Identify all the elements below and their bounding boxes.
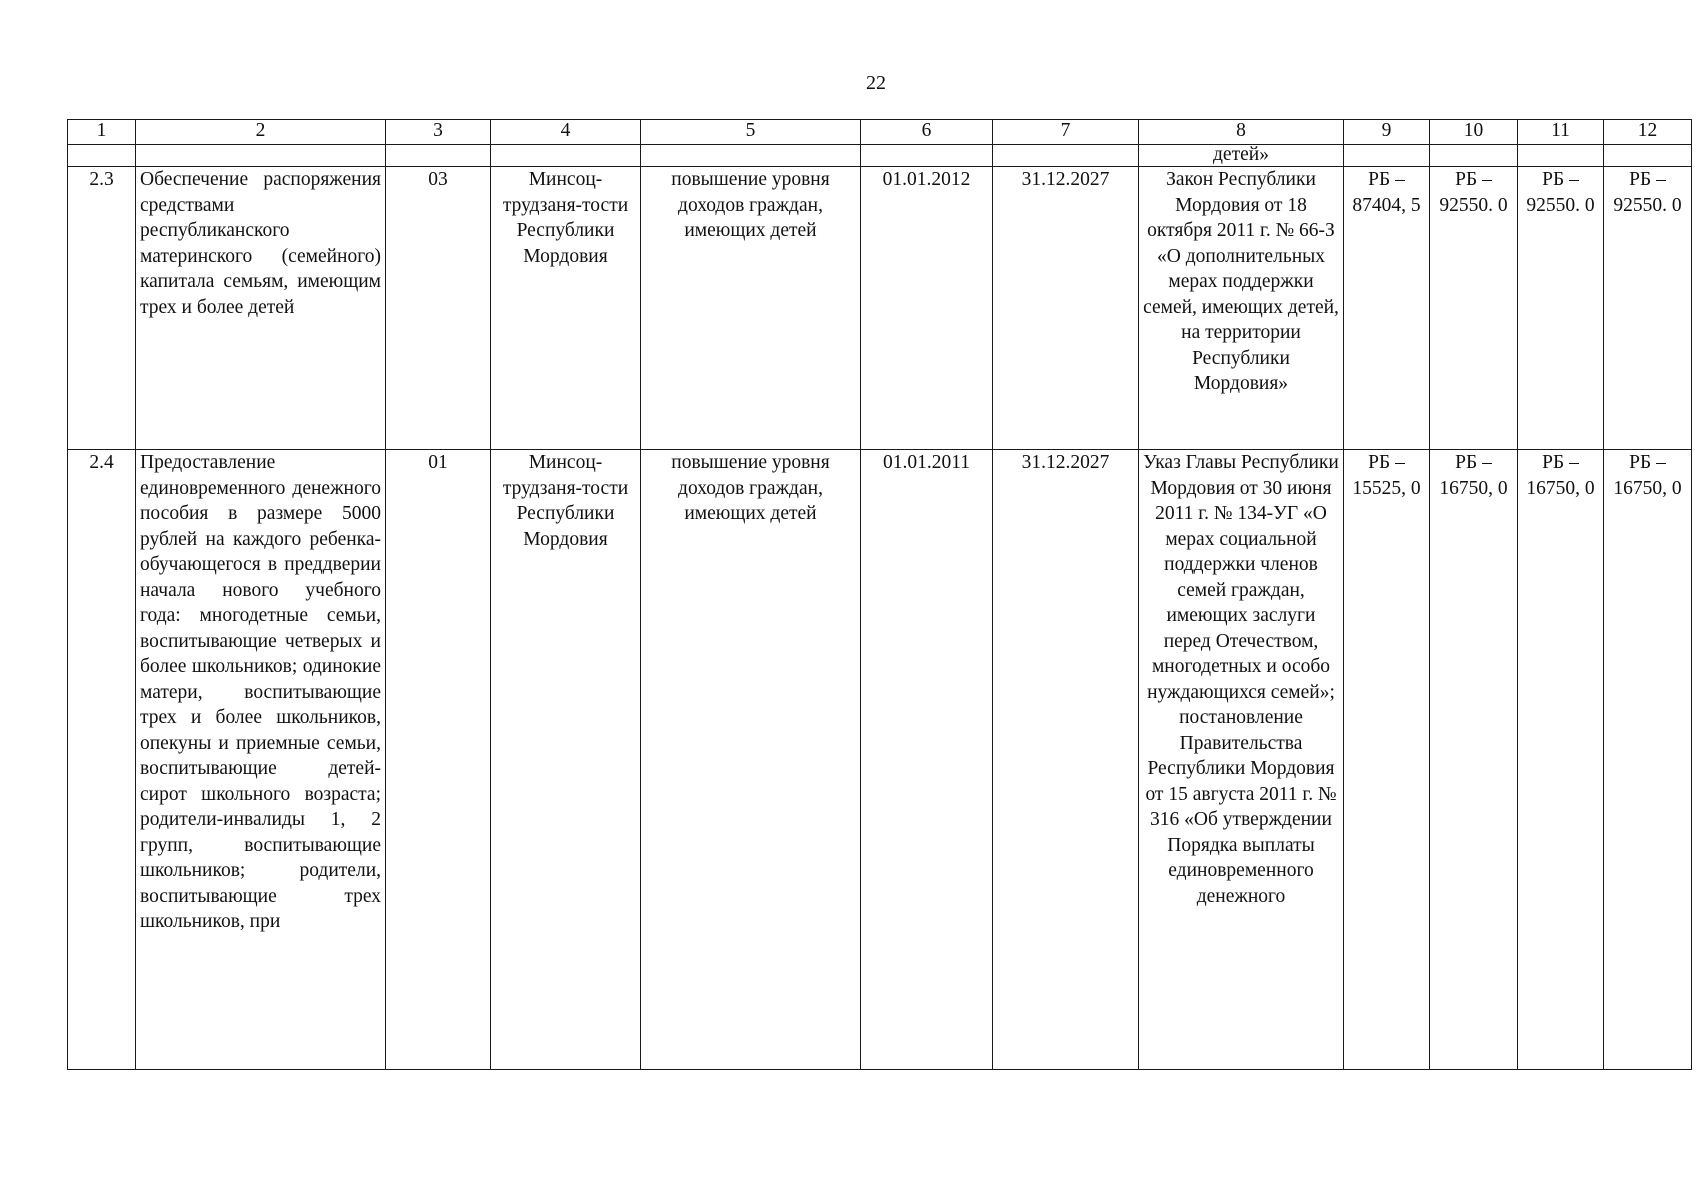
column-header: 9 <box>1344 120 1430 145</box>
result-cell: повышение уровня доходов граждан, имеющих детей <box>641 167 861 450</box>
column-header: 4 <box>491 120 641 145</box>
page-number: 22 <box>866 72 886 94</box>
column-header: 6 <box>861 120 993 145</box>
start-date: 01.01.2012 <box>861 167 993 450</box>
header-row <box>68 120 1692 145</box>
column-header: 10 <box>1430 120 1518 145</box>
continuation-cell: детей» <box>1139 145 1344 167</box>
table-row <box>68 167 1692 450</box>
start-date: 01.01.2011 <box>861 450 993 1070</box>
row-number: 2.4 <box>68 450 136 1070</box>
continuation-row <box>68 145 1692 167</box>
legal-basis: Указ Главы Республики Мордовия от 30 июня 2011 г. № 134-УГ «О мерах социальной поддержки членов семей граждан, имеющих заслуги перед Отечеством, многодетных и особо нуждающихся семей»; постановление Правительства Республики Мордовия от 15 августа 2011 г. № 316 «Об утверждении Порядка выплаты единовременного денежного <box>1139 450 1344 1070</box>
code-cell: 01 <box>386 450 491 1070</box>
code-cell: 03 <box>386 167 491 450</box>
funding-col12: РБ – 92550. 0 <box>1604 167 1692 450</box>
funding-col11: РБ – 16750, 0 <box>1518 450 1604 1070</box>
column-header: 3 <box>386 120 491 145</box>
funding-col9: РБ – 15525, 0 <box>1344 450 1430 1070</box>
funding-col10: РБ – 92550. 0 <box>1430 167 1518 450</box>
result-cell: повышение уровня доходов граждан, имеющих детей <box>641 450 861 1070</box>
funding-col10: РБ – 16750, 0 <box>1430 450 1518 1070</box>
column-header: 12 <box>1604 120 1692 145</box>
activity-name: Предоставление единовременного денежного пособия в размере 5000 рублей на каждого ребенка-обучающегося в преддверии начала нового учебного года: многодетные семьи, воспитывающие четверых и более школьников; одинокие матери, воспитывающие трех и более школьников, опекуны и приемные семьи, воспитывающие детей-сирот школьного возраста; родители-инвалиды 1, 2 групп, воспитывающие школьников; родители, воспитывающие трех школьников, при <box>136 450 386 1070</box>
column-header: 1 <box>68 120 136 145</box>
column-header: 2 <box>136 120 386 145</box>
end-date: 31.12.2027 <box>993 167 1139 450</box>
column-header: 8 <box>1139 120 1344 145</box>
column-header: 11 <box>1518 120 1604 145</box>
table-row <box>68 450 1692 1070</box>
activity-name: Обеспечение распоряжения средствами республиканского материнского (семейного) капитала семьям, имеющим трех и более детей <box>136 167 386 450</box>
column-header: 5 <box>641 120 861 145</box>
funding-col9: РБ – 87404, 5 <box>1344 167 1430 450</box>
end-date: 31.12.2027 <box>993 450 1139 1070</box>
legal-basis: Закон Республики Мордовия от 18 октября 2011 г. № 66-З «О дополнительных мерах поддержки семей, имеющих детей, на территории Республики Мордовия» <box>1139 167 1344 450</box>
column-header: 7 <box>993 120 1139 145</box>
program-table <box>67 119 1692 1070</box>
funding-col12: РБ – 16750, 0 <box>1604 450 1692 1070</box>
funding-col11: РБ – 92550. 0 <box>1518 167 1604 450</box>
executor-cell: Минсоц-трудзаня-тости Республики Мордовия <box>491 450 641 1070</box>
executor-cell: Минсоц-трудзаня-тости Республики Мордовия <box>491 167 641 450</box>
row-number: 2.3 <box>68 167 136 450</box>
